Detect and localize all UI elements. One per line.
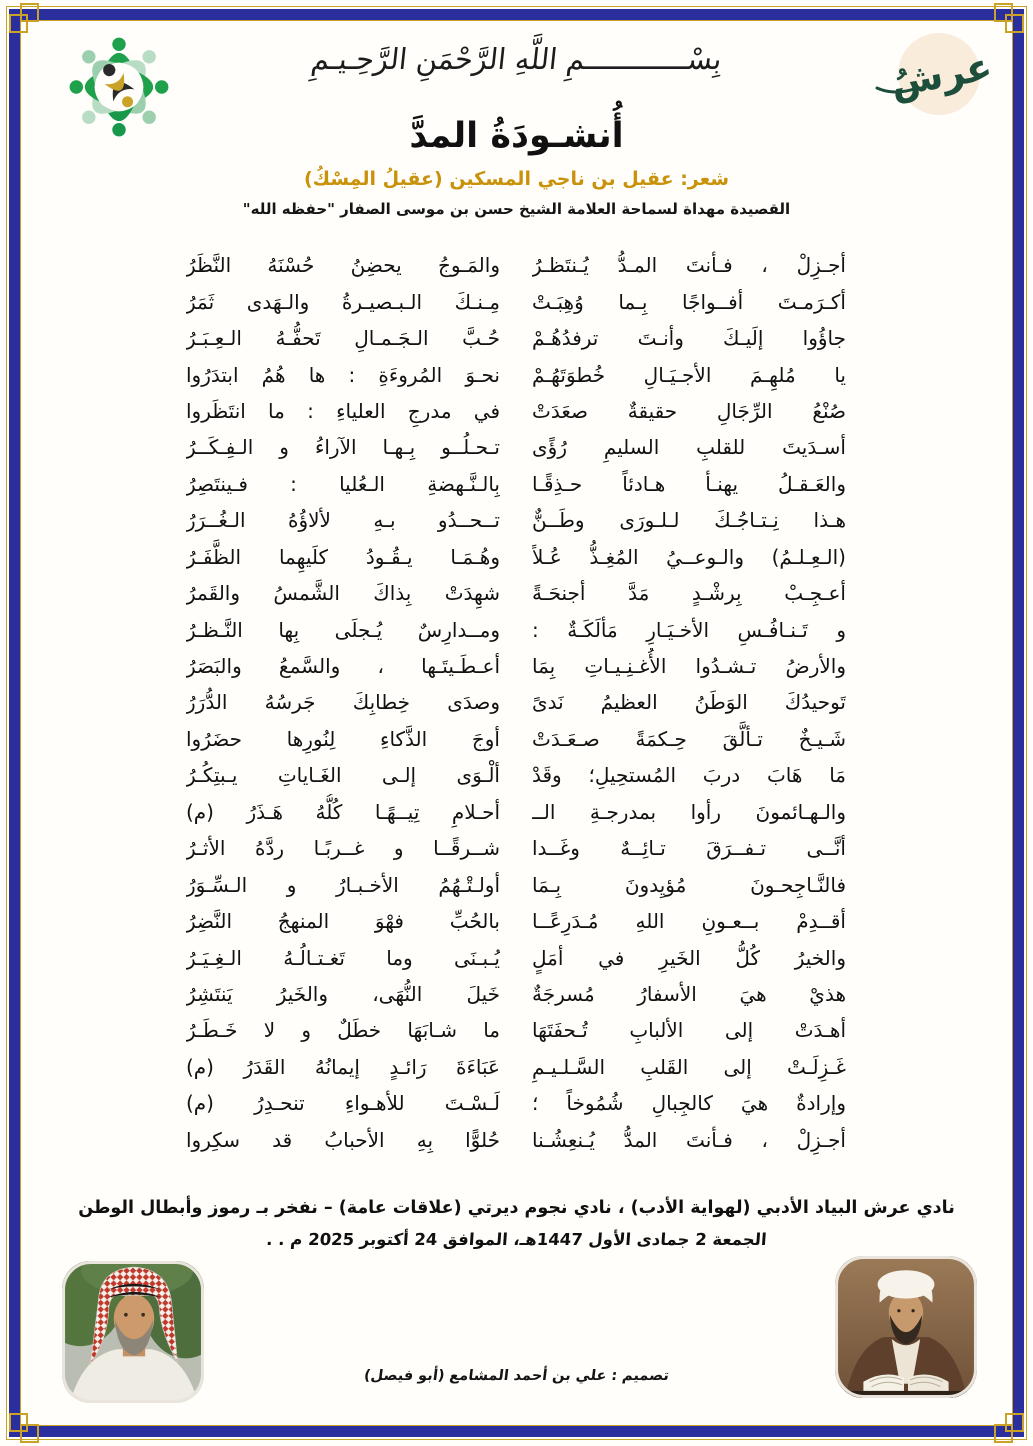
verse-second-hemistich: أولـتْـهُمُ الأخـبـارُ و الـسِّـوَرُ [186,872,500,897]
arsh-logo-icon [873,30,991,122]
club-names-line: نادي عرش البياد الأدبي (لهواية الأدب) ، نادي نجوم ديرتي (علاقات عامة) – نفخر بـ رموز وأبطال الوطن [78,1198,955,1218]
verse-first-hemistich: أقــدِمْ بــعـونِ اللهِ مُـدَرِعًــا [532,909,846,934]
arsh-calligraphy-logo [873,30,991,122]
verse-first-hemistich: أجـزِلْ ، فـأنتَ المدُّ يُـنعِشُـنا [532,1127,846,1152]
verse-first-hemistich: جاؤُوا إلَيـكَ وأنـتَ ترفدُهُـمْ [532,326,846,351]
verse-row [186,1049,846,1085]
verse-first-hemistich: أجـزِلْ ، فـأنتَ المـدُّ يُـنتَظـرُ [532,253,846,278]
verse-second-hemistich: بالحُبِّ فهْوَ المنهجُ النَّضِرُ [186,909,500,934]
verse-row [186,830,846,866]
verse-first-hemistich: هذيْ هيَ الأسفارُ مُسرجَةٌ [532,981,846,1006]
verse-first-hemistich: غَـزِلَـتْ إلى القَلبِ السَّـلـيـمِ [532,1054,846,1079]
verse-second-hemistich: خَيلَ النُّهَى، والخَيرُ يَنتَشِرُ [186,981,500,1006]
verse-row [186,721,846,757]
bismillah-calligraphy: بِسْــــــــــــمِ اللَّهِ الرَّحْمَنِ الرَّحِـيـمِ [309,42,724,76]
poet-photo [62,1261,204,1403]
verse-second-hemistich: حُلوًّا بِهِ الأحبابُ قد سكِروا [186,1127,500,1152]
verse-first-hemistich: أكـرَمـتَ أفــواجًا بِـما وُهِبَـتْ [532,289,846,314]
verse-first-hemistich: صُنْعُ الرِّجَالِ حقيقةٌ صعَدَتْ [532,398,846,423]
verse-second-hemistich: ألْـوَى إلـى الغَـاياتِ يـبتِكُـرُ [186,763,500,788]
verse-second-hemistich: وهُـمَـا يـقُـودُ كلَيهِما الظَّفَـرُ [186,544,500,569]
verse-first-hemistich: هـذا نِـتـاجُـكَ لـلـورَى وطَــنٌّ [532,508,846,533]
verse-first-hemistich: والـهـائمونَ رأوا بمدرجـةِ الــ [532,799,846,824]
corner-knot-ornament [7,1,41,35]
verse-second-hemistich: والمَـوجُ يحضِنُ حُسْنَهُ النَّظَرُ [186,253,500,278]
verse-row [186,794,846,830]
dedication-line: القصيدة مهداة لسماحة العلامة الشيخ حسن بن موسى الصفار "حفظه الله" [242,200,791,218]
verse-second-hemistich: أحـلامِ تِيــهًـا كُلُّهُ هَـذَرُ (م) [186,799,500,824]
verse-row [186,466,846,502]
verse-row [186,502,846,538]
verse-row [186,575,846,611]
verse-row [186,1122,846,1158]
verse-row [186,356,846,392]
poet-portrait-illustration [62,1261,204,1403]
verse-row [186,903,846,939]
verse-row [186,866,846,902]
poet-name-line: شعر: عقيل بن ناجي المسكين (عقيلُ المِسْكُ) [303,168,730,190]
verse-first-hemistich: والأرضُ تـشـدُوا الأُغـنِـيـاتِ بِمَا [532,654,846,679]
verse-second-hemistich: ومــدارِسٌ يُـجلَى بِها النَّـظـرُ [186,617,500,642]
verse-row [186,611,846,647]
date-line: الجمعة 2 جمادى الأول 1447هـ، الموافق 24 أكتوبر 2025 م . . [265,1230,768,1249]
verse-row [186,648,846,684]
verse-first-hemistich: و تَـنـافُـسِ الأخـيَـارِ مَألَكَـةٌ : [532,617,846,642]
verse-row [186,283,846,319]
sheikh-photo [835,1256,977,1398]
verse-second-hemistich: في مدرجِ العلياءِ : ما انتَظَروا [186,398,500,423]
sheikh-portrait-illustration [835,1256,977,1398]
verse-second-hemistich: نحـوَ المُروءَةِ : ها هُمُ ابتدَرُوا [186,362,500,387]
verse-first-hemistich: تَوحيدُكَ الوَطَنُ العظيمُ نَدىً [532,690,846,715]
verse-first-hemistich: (الـعِـلـمُ) والـوعــيُ المُغِـذُّ عُـلاً [532,544,846,569]
verse-first-hemistich: أعـجِـبْ بِرشْـدٍ مَدَّ أجنحَـةً [532,581,846,606]
verse-row [186,393,846,429]
verse-second-hemistich: أعـطَـيتَـها ، والسَّمعُ والبَصَرُ [186,654,500,679]
verse-row [186,539,846,575]
corner-knot-ornament [992,1411,1026,1445]
verse-second-hemistich: بِالـنَّـهضةِ الـعُليا : فـينتَصِرُ [186,471,500,496]
verse-row [186,320,846,356]
verse-second-hemistich: وصدَى خِطابِكَ جَرسُهُ الدُّرَرُ [186,690,500,715]
poem-body [186,247,846,1158]
verse-second-hemistich: تــحــدُو بـهِ لألاؤُهُ الـغُــرَرُ [186,508,500,533]
verse-second-hemistich: ما شـابَهَا خطَلٌ و لا خَـطَـرُ [186,1018,500,1043]
verse-row [186,247,846,283]
verse-row [186,976,846,1012]
verse-row [186,429,846,465]
poem-title: أُنشـودَةُ المدَّ [409,116,624,156]
verse-first-hemistich: والخيرُ كُلُّ الخَيرِ في أمَلٍ [532,945,846,970]
verse-first-hemistich: والعَـقـلُ يهنـأ هـادئاً حـذِقًـا [532,471,846,496]
verse-first-hemistich: مَا هَابَ دربَ المُستحِيلِ؛ وقَدْ [532,763,846,788]
arsh-logo-text: عرشُ [887,44,991,106]
verse-second-hemistich: عَبَاءَةَ رَائـدٍ إيمانُهُ القَدَرُ (م) [186,1054,500,1079]
verse-first-hemistich: فالنَّـاجِحـونَ مُؤيِدونَ بِـمَا [532,872,846,897]
verse-first-hemistich: أنَّــى تـفــرَقَ تـائِــهٌ وغَــدا [532,836,846,861]
verse-first-hemistich: يا مُلهِـمَ الأجـيَـالِ خُطوَتَهُـمْ [532,362,846,387]
verse-first-hemistich: شَـيـخٌ تـألَّقَ حِـكمَةً صـعَـدَتْ [532,726,846,751]
verse-second-hemistich: يُـبـنَى وما تَغـتـالُـهُ الـغِـيَـرُ [186,945,500,970]
verse-first-hemistich: أسـدَيتَ للقلبِ السليمِ رُؤًى [532,435,846,460]
verse-row [186,684,846,720]
verse-first-hemistich: وإرادةٌ هيَ كالجِبالِ شُمُوخاً ؛ [532,1091,846,1116]
verse-second-hemistich: لَـسْـتَ للأهـواءِ تنحـدِرُ (م) [186,1091,500,1116]
verse-second-hemistich: تـحـلُــو بِـهـا الآراءُ و الـفِـكَــرُ [186,435,500,460]
verse-row [186,1012,846,1048]
corner-knot-ornament [992,1,1026,35]
verse-second-hemistich: أوجَ الذَّكاءِ لِنُورِها حضَرُوا [186,726,500,751]
verse-first-hemistich: أهـدَتْ إلى الألبابِ تُـحفَتَهَا [532,1018,846,1043]
verse-row [186,939,846,975]
verse-row [186,757,846,793]
verse-second-hemistich: حُـبَّ الـجَـمـالِ تَحفُّـهُ الـعِـبَـرُ [186,326,500,351]
designer-credit: تصميم : علي بن أحمد المشامع (أبو فيصل) [363,1368,670,1384]
verse-row [186,1085,846,1121]
verse-second-hemistich: مِـنـكَ الـبـصيـرةُ والـهَدى ثَمَرُ [186,289,500,314]
verse-second-hemistich: شهِدَتْ بِذاكَ الشَّمسُ والقَمرُ [186,581,500,606]
corner-knot-ornament [7,1411,41,1445]
verse-second-hemistich: شــرقًــا و غــربًـا ردَّهُ الأثـرُ [186,836,500,861]
